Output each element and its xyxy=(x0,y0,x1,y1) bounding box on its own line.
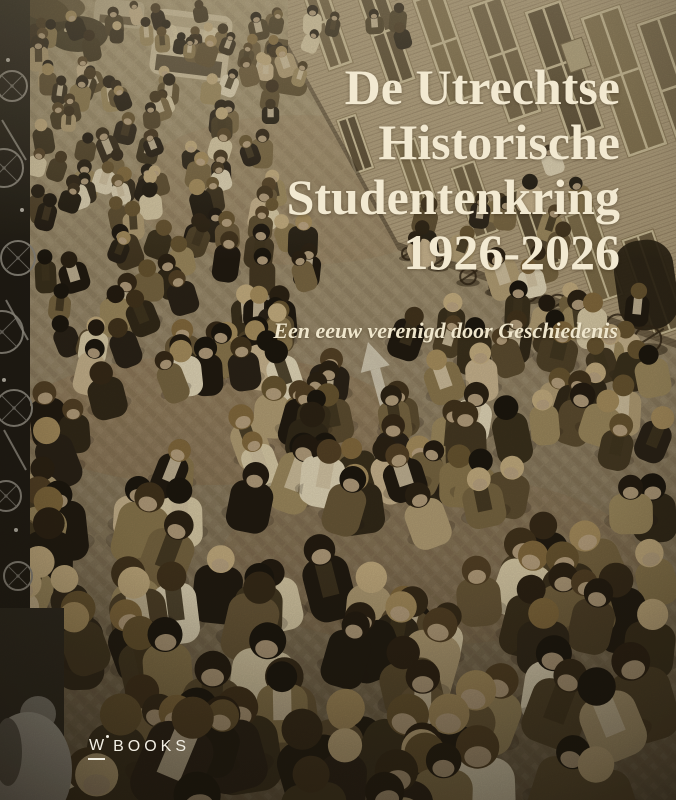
cover-subtitle: Een eeuw verenigd door Geschiedenis xyxy=(273,318,618,343)
wbooks-w-mark-icon: W xyxy=(88,738,105,760)
publisher-logo xyxy=(88,738,190,760)
title-line-2: Historische xyxy=(378,114,620,170)
cover-title xyxy=(287,60,620,280)
title-line-1: De Utrechtse xyxy=(344,59,620,115)
title-line-years: 1926-2026 xyxy=(403,224,620,280)
publisher-name: BOOKS xyxy=(113,738,191,755)
title-line-3: Studentenkring xyxy=(286,169,620,225)
